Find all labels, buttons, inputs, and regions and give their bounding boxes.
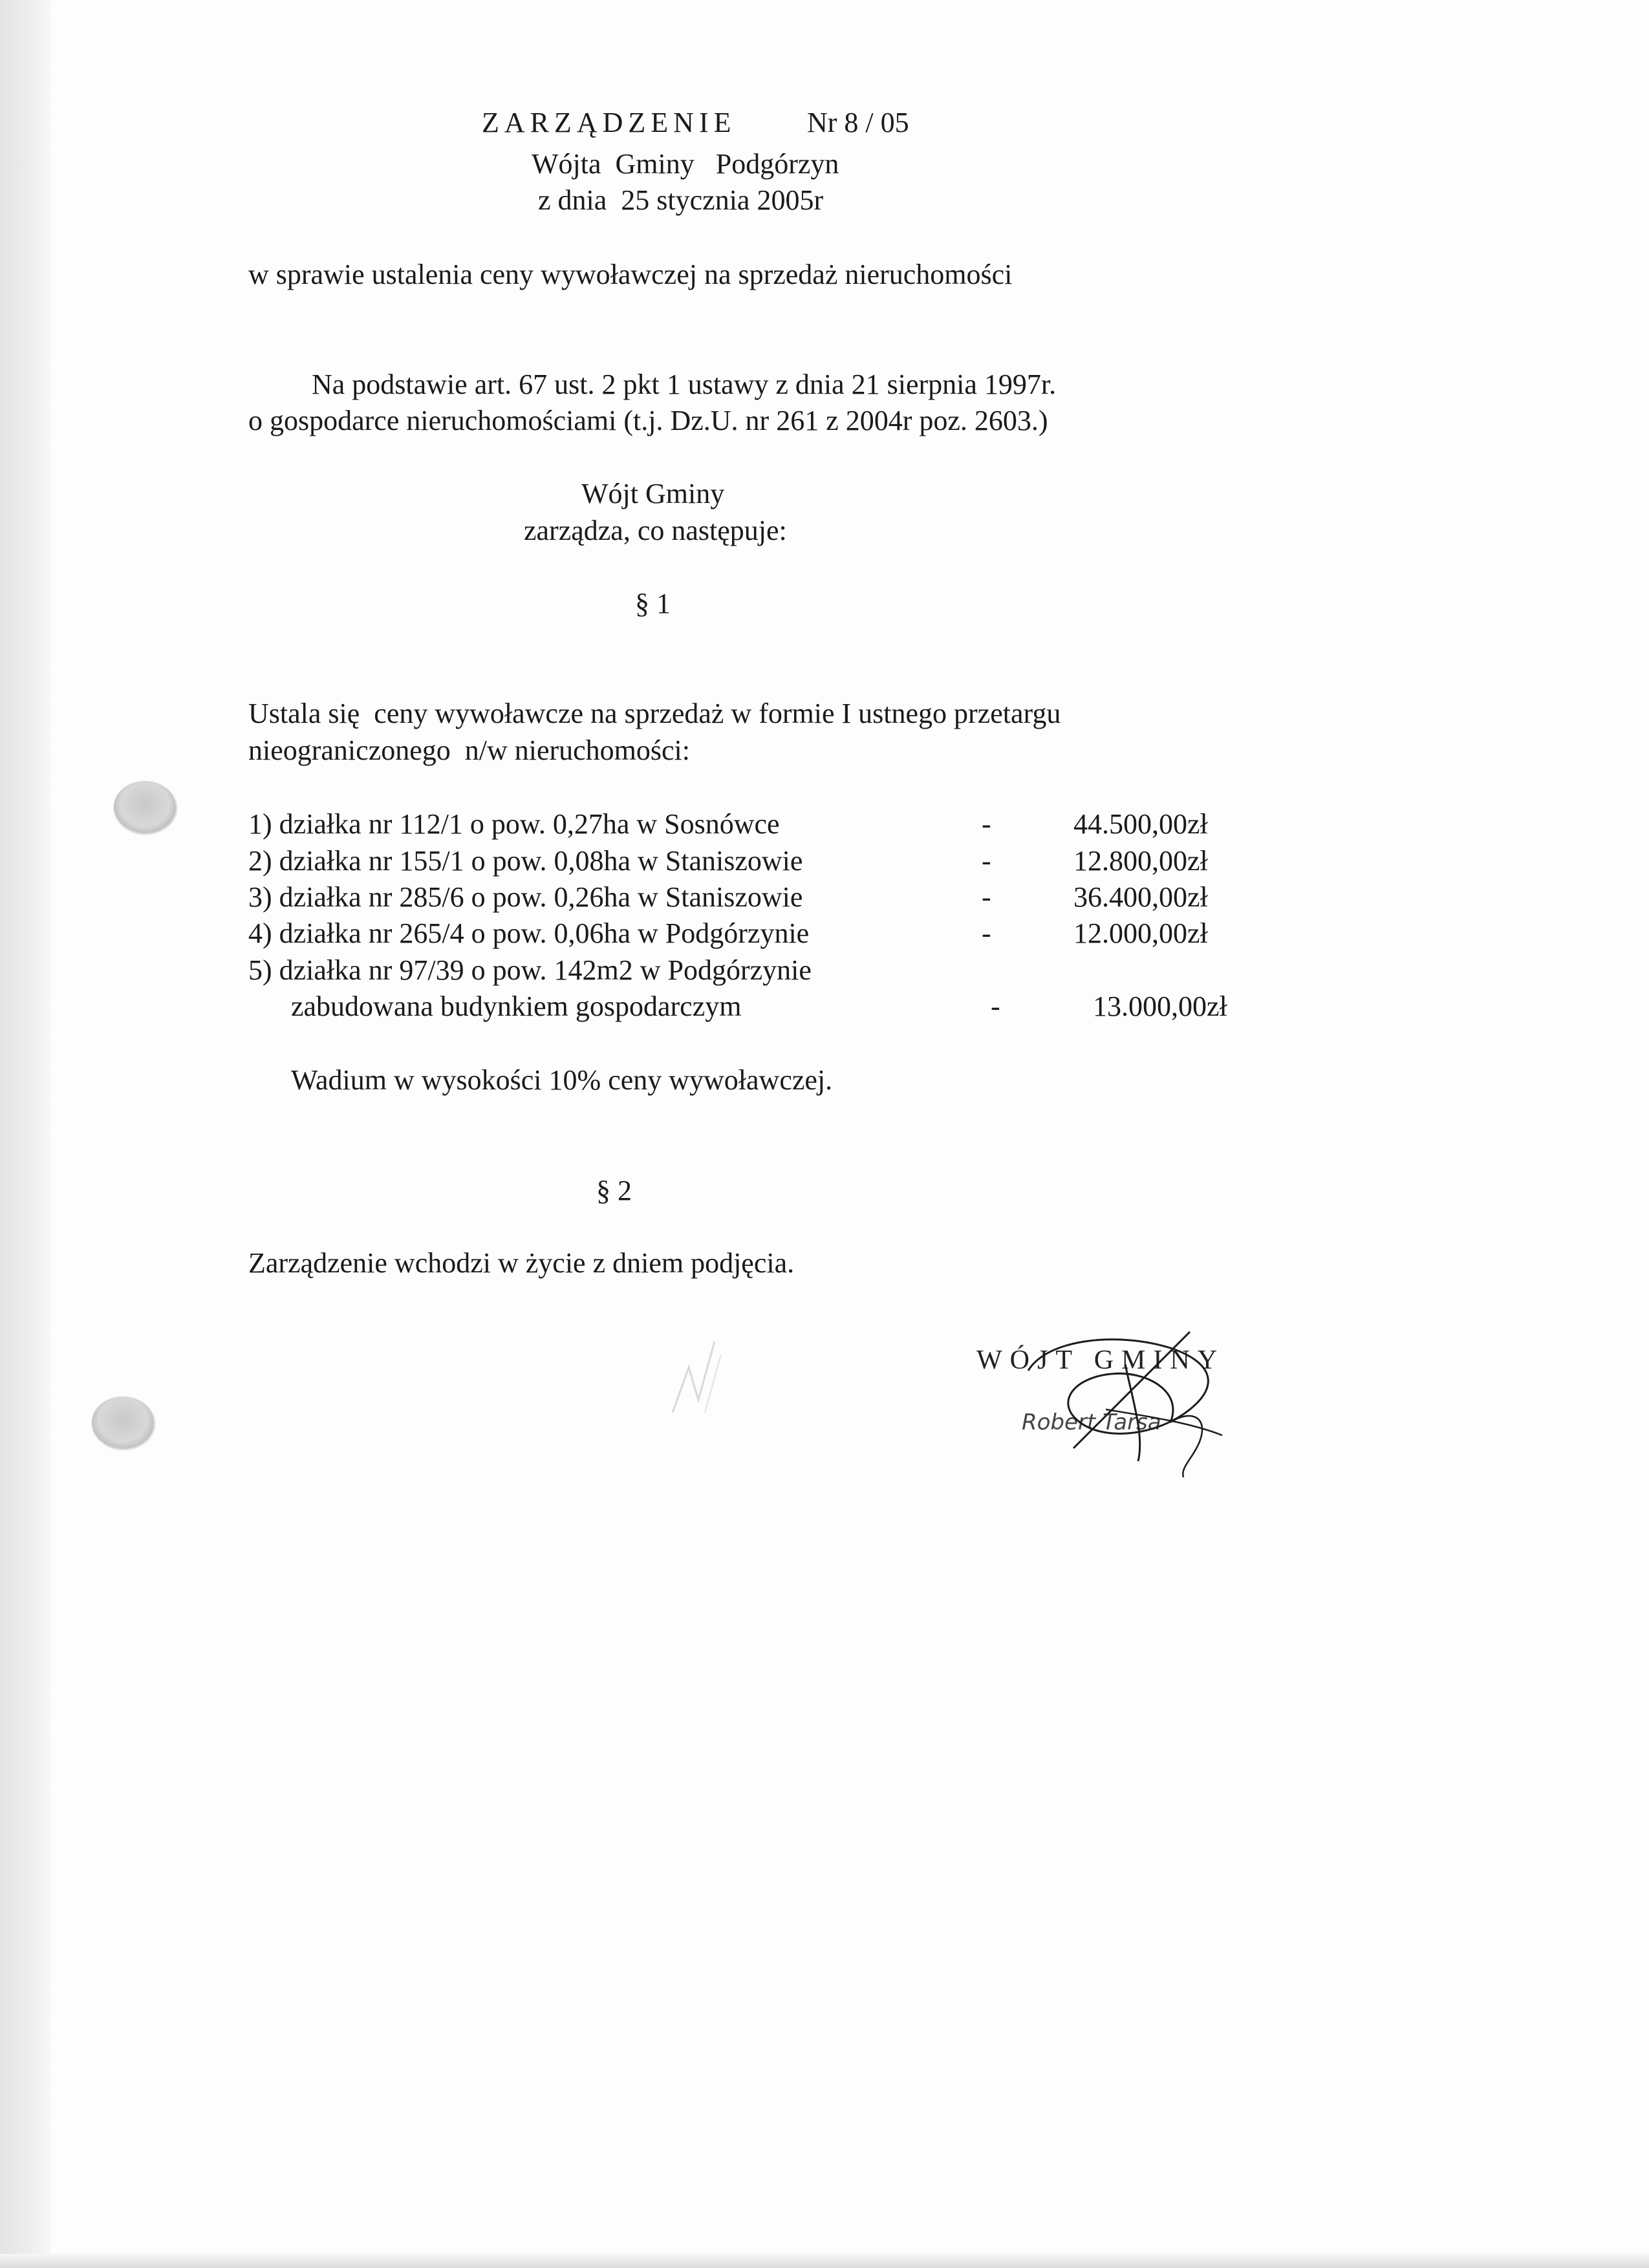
section-2-mark: § 2 — [596, 1175, 632, 1206]
handwritten-signature — [976, 1312, 1280, 1481]
signature-name-stamp: Robert Tarsa — [1022, 1409, 1161, 1435]
scan-bottom-edge — [0, 2254, 1649, 2268]
signature-title: WÓJT GMINY — [976, 1345, 1225, 1375]
property-item-4-price: 12.000,00zł — [1073, 917, 1208, 949]
property-item-4-dash: - — [982, 917, 991, 949]
section-1-mark: § 1 — [635, 588, 671, 619]
section-2-text: Zarządzenie wchodzi w życie z dniem podjęcia. — [248, 1247, 795, 1279]
legal-basis-line-1: Na podstawie art. 67 ust. 2 pkt 1 ustawy z dnia 21 sierpnia 1997r. — [312, 369, 1057, 400]
signature-block — [976, 1312, 1280, 1481]
property-item-1-price: 44.500,00zł — [1073, 808, 1208, 840]
decree-line-1: Wójt Gminy — [581, 478, 725, 509]
legal-basis-line-2: o gospodarce nieruchomościami (t.j. Dz.U. nr 261 z 2004r poz. 2603.) — [248, 405, 1048, 436]
property-item-5: 5) działka nr 97/39 o pow. 142m2 w Podgórzynie — [248, 954, 812, 986]
property-item-2-dash: - — [982, 845, 991, 877]
property-item-3-dash: - — [982, 881, 991, 913]
property-item-5-price: 13.000,00zł — [1093, 990, 1227, 1022]
deposit-note: Wadium w wysokości 10% ceny wywoławczej. — [291, 1064, 833, 1096]
section-1-intro-line-1: Ustala się ceny wywoławcze na sprzedaż w formie I ustnego przetargu — [248, 698, 1061, 729]
property-item-2: 2) działka nr 155/1 o pow. 0,08ha w Staniszowie — [248, 845, 803, 877]
property-item-5-dash: - — [991, 990, 1000, 1022]
punch-hole-top — [114, 781, 176, 833]
document-subject: w sprawie ustalenia ceny wywoławczej na sprzedaż nieruchomości — [248, 259, 1013, 290]
property-item-5-line-2: zabudowana budynkiem gospodarczym — [291, 990, 742, 1022]
property-item-2-price: 12.800,00zł — [1073, 845, 1208, 877]
document-number: Nr 8 / 05 — [807, 107, 909, 138]
property-item-3-price: 36.400,00zł — [1073, 881, 1208, 913]
property-item-4: 4) działka nr 265/4 o pow. 0,06ha w Podgórzynie — [248, 917, 810, 949]
property-item-1-dash: - — [982, 808, 991, 840]
faint-pen-mark — [660, 1329, 737, 1419]
punch-hole-bottom — [92, 1396, 154, 1448]
scan-left-edge — [0, 0, 50, 2268]
document-title: ZARZĄDZENIE — [482, 107, 737, 138]
property-item-3: 3) działka nr 285/6 o pow. 0,26ha w Staniszowie — [248, 881, 803, 913]
property-item-1: 1) działka nr 112/1 o pow. 0,27ha w Sosnówce — [248, 808, 780, 840]
document-issuer: Wójta Gminy Podgórzyn — [532, 148, 839, 180]
document-date: z dnia 25 stycznia 2005r — [538, 184, 824, 216]
section-1-intro-line-2: nieograniczonego n/w nieruchomości: — [248, 734, 691, 766]
decree-line-2: zarządza, co następuje: — [524, 515, 787, 546]
